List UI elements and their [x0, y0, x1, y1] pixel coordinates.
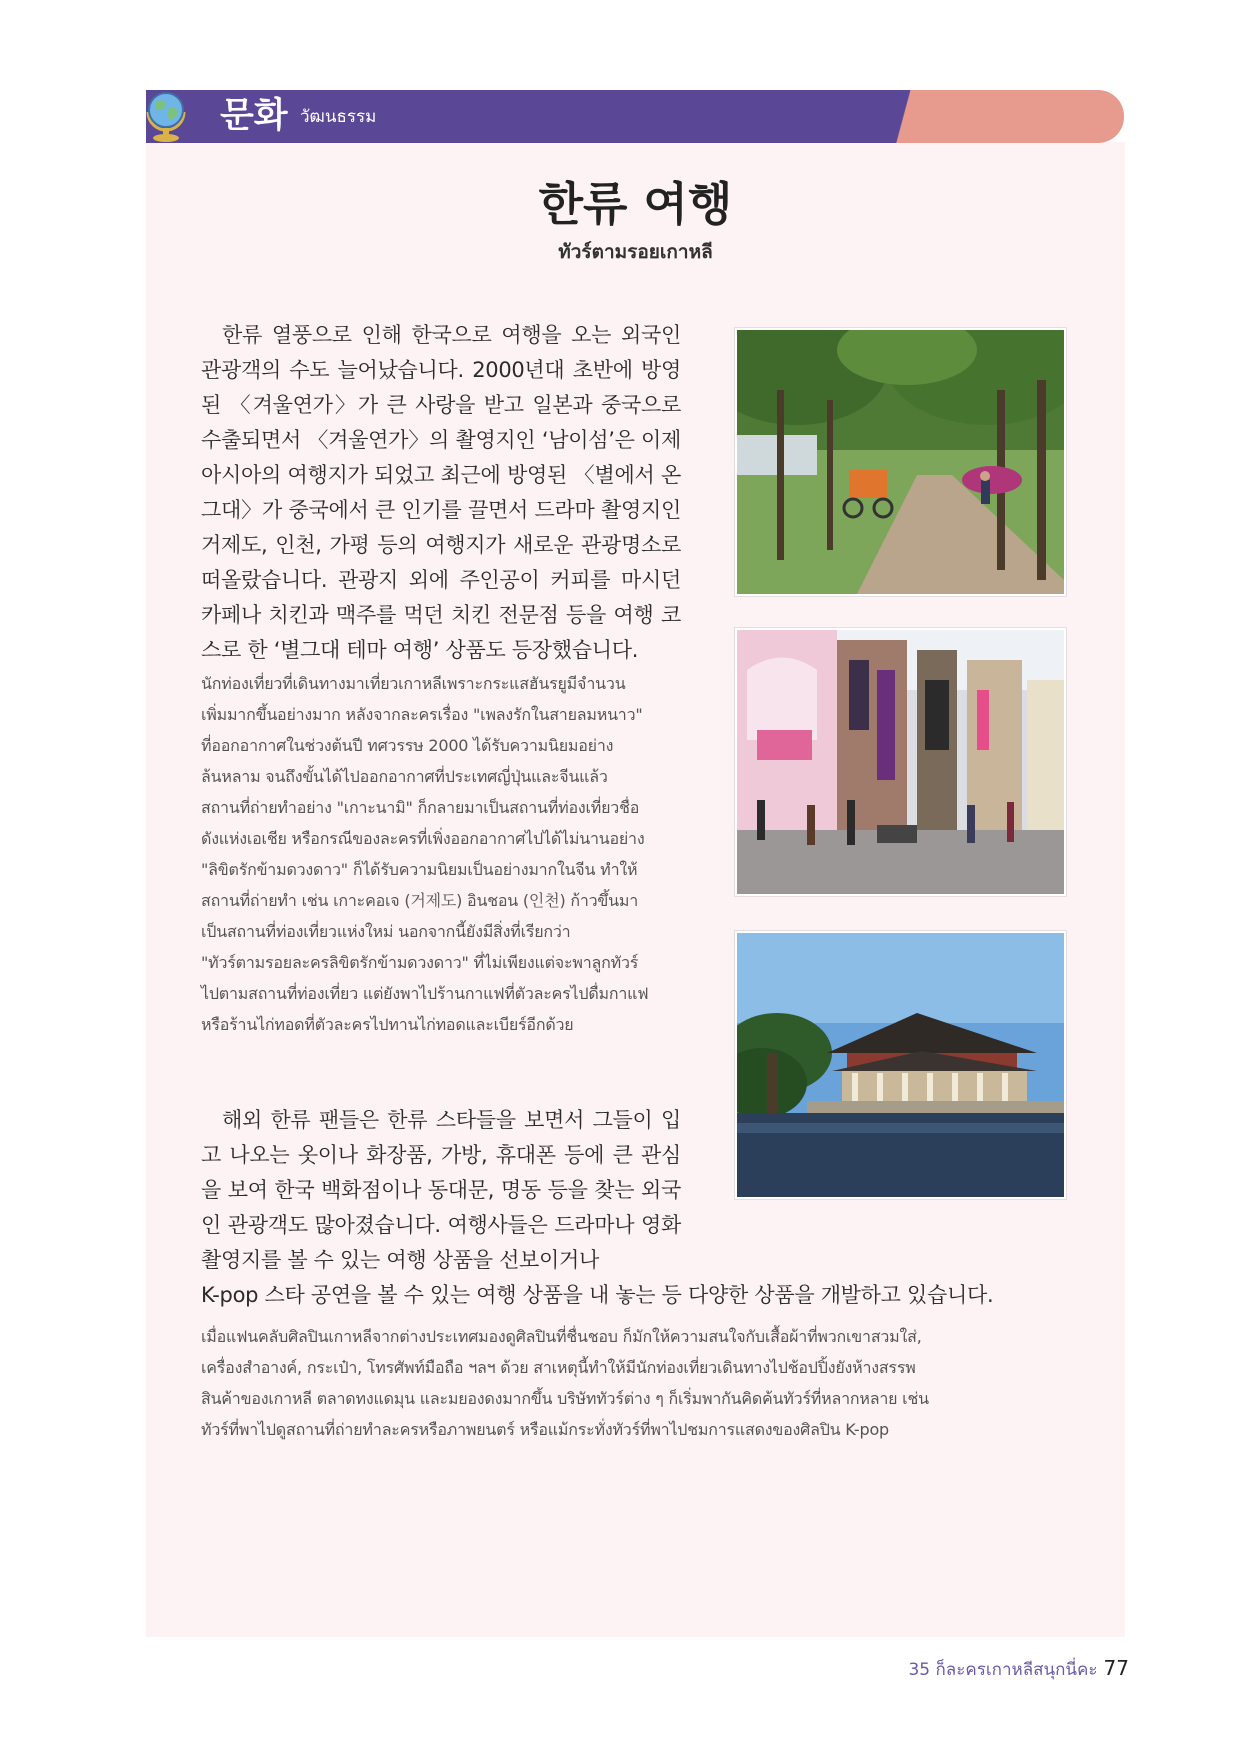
thai-line: เพิ่มมากขึ้นอย่างมาก หลังจากละครเรื่อง "เพลงรักในสายลมหนาว" — [201, 705, 643, 724]
thai-line: ดังแห่งเอเชีย หรือกรณีของละครที่เพิ่งออกอากาศไปได้ไม่นานอย่าง — [201, 829, 645, 848]
thai-line: สถานที่ถ่ายทำ เช่น เกาะคอเจ (거제도) อินชอน (인천) ก้าวขึ้นมา — [201, 891, 639, 910]
palace-pavilion-photo — [735, 931, 1066, 1199]
thai-line: ล้นหลาม จนถึงขั้นได้ไปออกอากาศที่ประเทศญี่ปุ่นและจีนแล้ว — [201, 767, 608, 786]
thai-line: เมื่อแฟนคลับศิลปินเกาหลีจากต่างประเทศมองดูศิลปินที่ชื่นชอบ ก็มักให้ความสนใจกับเสื้อผ้าที่พวกเขาสวมใส่, — [201, 1327, 922, 1346]
thai-line: เครื่องสำอางค์, กระเป๋า, โทรศัพท์มือถือ ฯลฯ ด้วย สาเหตุนี้ทำให้มีนักท่องเที่ยวเดินทางไปช้อปปิ้งยังห้างสรรพ — [201, 1358, 916, 1377]
thai-line: สถานที่ถ่ายทำอย่าง "เกาะนามิ" ก็กลายมาเป็นสถานที่ท่องเที่ยวชื่อ — [201, 798, 640, 817]
paragraph-1-thai — [201, 668, 648, 1040]
article-subtitle: ทัวร์ตามรอยเกาหลี — [558, 241, 713, 263]
paragraph-1-korean: 한류 열풍으로 인해 한국으로 여행을 오는 외국인 관광객의 수도 늘어났습니다. 2000년대 초반에 방영된 〈겨울연가〉가 큰 사랑을 받고 일본과 중국으로 수출되면서 〈겨울연가〉의 촬영지인 ‘남이섬’은 이제 아시아의 여행지가 되었고 최근에 방영된 〈별에서 온 그대〉가 중국에서 큰 인기를 끌면서 드라마 촬영지인 거제도, 인천, 가평 등의 여행지가 새로운 관광명소로 떠올랐습니다. 관광지 외에 주인공이 커피를 마시던 카페나 치킨과 맥주를 먹던 치킨 전문점 등을 여행 코스로 한 ‘별그대 테마 여행’ 상품도 등장했습니다. — [201, 323, 681, 662]
page-footer — [908, 1654, 1129, 1684]
chapter-title: 35 ก็ละครเกาหลีสนุกนี่คะ — [908, 1660, 1098, 1680]
article-title: 한류 여행 — [538, 177, 733, 231]
thai-line: ทัวร์ที่พาไปดูสถานที่ถ่ายทำละครหรือภาพยนตร์ หรือแม้กระทั่งทัวร์ที่พาไปชมการแสดงของศิลปิน K-pop — [201, 1420, 889, 1439]
thai-line: "ลิขิตรักข้ามดวงดาว" ก็ได้รับความนิยมเป็นอย่างมากในจีน ทำให้ — [201, 860, 638, 879]
section-header-bar — [146, 90, 1124, 143]
thai-line: ไปตามสถานที่ท่องเที่ยว แต่ยังพาไปร้านกาแฟที่ตัวละครไปดื่มกาแฟ — [201, 984, 649, 1003]
thai-line: หรือร้านไก่ทอดที่ตัวละครไปทานไก่ทอดและเบียร์อีกด้วย — [201, 1015, 574, 1034]
tree-lined-path-photo — [735, 328, 1066, 596]
paragraph-2-korean: 해외 한류 팬들은 한류 스타들을 보면서 그들이 입고 나오는 옷이나 화장품, 가방, 휴대폰 등에 큰 관심을 보여 한국 백화점이나 동대문, 명동 등을 찾는 외국인 관광객도 많아졌습니다. 여행사들은 드라마나 영화 촬영지를 볼 수 있는 여행 상품을 선보이거나 — [201, 1108, 681, 1272]
thai-line: เป็นสถานที่ท่องเที่ยวแห่งใหม่ นอกจากนี้ยังมีสิ่งที่เรียกว่า — [201, 922, 571, 941]
paragraph-2-korean-tail: K-pop 스타 공연을 볼 수 있는 여행 상품을 내 놓는 등 다양한 상품을 개발하고 있습니다. — [201, 1283, 994, 1307]
thai-line: นักท่องเที่ยวที่เดินทางมาเที่ยวเกาหลีเพราะกระแสฮันรยูมีจำนวน — [201, 674, 626, 693]
thai-line: ที่ออกอากาศในช่วงต้นปี ทศวรรษ 2000 ได้รับความนิยมอย่าง — [201, 736, 614, 755]
section-title-korean: 문화 — [220, 96, 288, 136]
shopping-street-photo — [735, 628, 1066, 896]
thai-line: "ทัวร์ตามรอยละครลิขิตรักข้ามดวงดาว" ที่ไม่เพียงแต่จะพาลูกทัวร์ — [201, 953, 639, 972]
section-title-thai: วัฒนธรรม — [300, 107, 377, 127]
globe-icon — [142, 88, 190, 144]
thai-line: สินค้าของเกาหลี ตลาดทงแดมุน และมยองดงมากขึ้น บริษัททัวร์ต่าง ๆ ก็เริ่มพากันคิดค้นทัวร์ที่หลากหลาย เช่น — [201, 1389, 929, 1408]
page-number: 77 — [1103, 1656, 1129, 1680]
paragraph-2-thai — [201, 1321, 929, 1445]
